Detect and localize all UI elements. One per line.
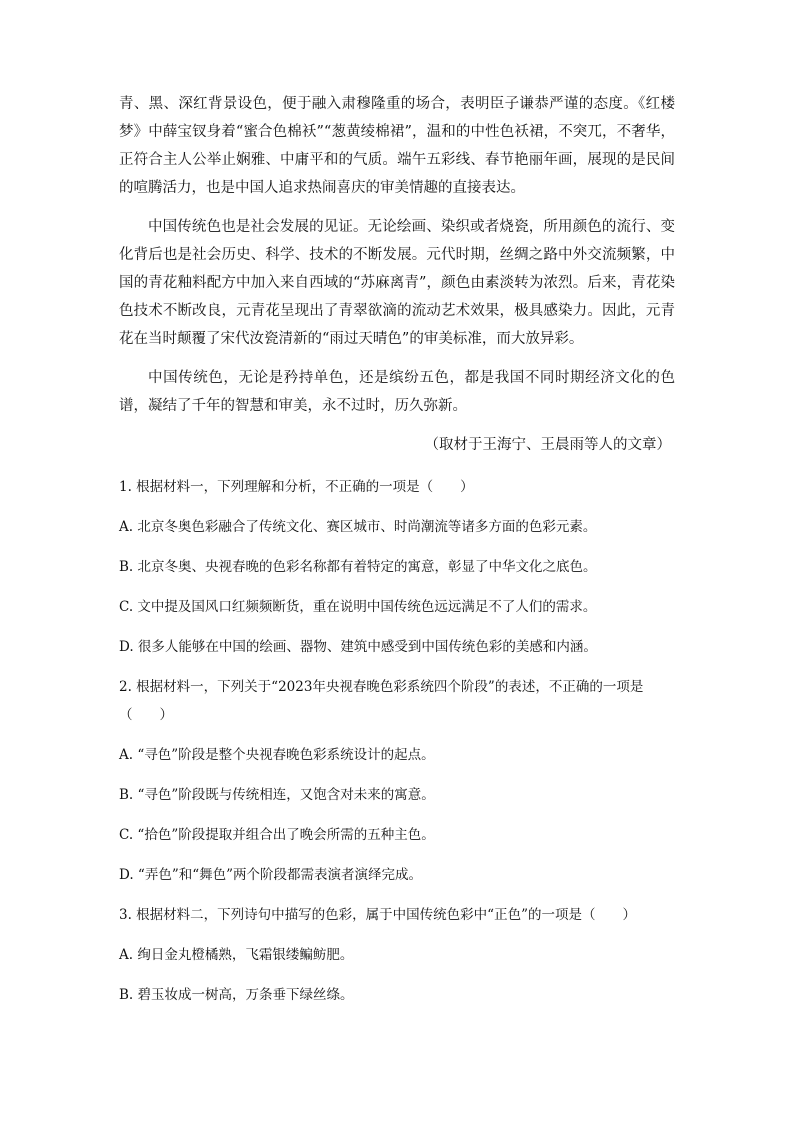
option-b: B. 北京冬奥、央视春晚的色彩名称都有着特定的寓意，彰显了中华文化之底色。 xyxy=(119,559,597,575)
question-stem: 1. 根据材料一，下列理解和分析，不正确的一项是（ ） xyxy=(119,479,474,495)
paragraph-history: 中国传统色也是社会发展的见证。无论绘画、染织或者烧瓷，所用颜色的流行、变化背后也是社会历史、科学、技术的不断发展。元代时期，丝绸之路中外交流频繁，中国的青花釉料配方中加入来自西域的“苏麻离青”，颜色由素淡转为浓烈。后来，青花染色技术不断改良，元青花呈现出了青翠欲滴的流动艺术效果，极具感染力。因此，元青花在当时颠覆了宋代汝瓷清新的“雨过天晴色”的审美标准，而大放异彩。 xyxy=(119,219,675,347)
option-d: D. 很多人能够在中国的绘画、器物、建筑中感受到中国传统色彩的美感和内涵。 xyxy=(119,639,597,655)
source-note: （取材于王海宁、王晨雨等人的文章） xyxy=(424,437,671,453)
question-3 xyxy=(119,901,675,1009)
option-a: A. 北京冬奥色彩融合了传统文化、赛区城市、时尚潮流等诸多方面的色彩元素。 xyxy=(119,519,597,535)
question-stem: 3. 根据材料二，下列诗句中描写的色彩，属于中国传统色彩中“正色”的一项是（ ） xyxy=(119,907,636,923)
question-1 xyxy=(119,473,675,661)
question-stem: 2. 根据材料一，下列关于“2023年央视春晚色彩系统四个阶段”的表述，不正确的一项是（ ） xyxy=(119,679,644,723)
option-b: B. “寻色”阶段既与传统相连，又饱含对未来的寓意。 xyxy=(119,787,435,803)
option-c: C. 文中提及国风口红频频断货，重在说明中国传统色远远满足不了人们的需求。 xyxy=(119,599,597,615)
option-d: D. “弄色”和“舞色”两个阶段都需表演者演绎完成。 xyxy=(119,867,423,883)
option-c: C. “拾色”阶段提取并组合出了晚会所需的五种主色。 xyxy=(119,827,435,843)
paragraph-continued: 青、黑、深红背景设色，便于融入肃穆隆重的场合，表明臣子谦恭严谨的态度。《红楼梦》中薛宝钗身着“蜜合色棉袄”“葱黄绫棉裙”，温和的中性色袄裙，不突兀，不奢华，正符合主人公举止娴雅、中庸平和的气质。端午五彩线、春节艳丽年画，展现的是民间的喧腾活力，也是中国人追求热闹喜庆的审美情趣的直接表达。 xyxy=(119,96,675,196)
option-b: B. 碧玉妆成一树高，万条垂下绿丝绦。 xyxy=(119,987,354,1003)
paragraph-conclusion: 中国传统色，无论是矜持单色，还是缤纷五色，都是我国不同时期经济文化的色谱，凝结了千年的智慧和审美，永不过时，历久弥新。 xyxy=(119,370,675,414)
option-a: A. “寻色”阶段是整个央视春晚色彩系统设计的起点。 xyxy=(119,747,435,763)
question-2 xyxy=(119,673,675,889)
option-a: A. 绚日金丸橙橘熟，飞霜银缕鳊鲂肥。 xyxy=(119,947,354,963)
document-page xyxy=(119,90,675,1021)
